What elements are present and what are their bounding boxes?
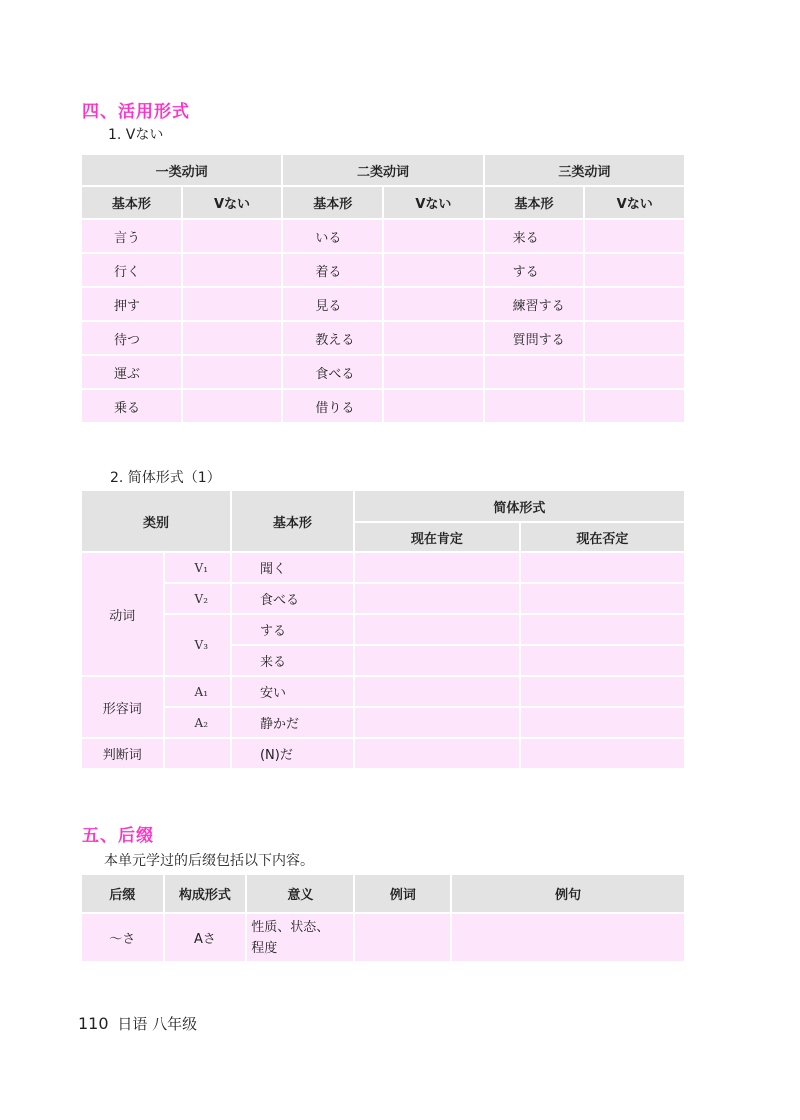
base-form-header: 基本形	[232, 491, 353, 551]
verb-cell: 待つ	[82, 322, 181, 354]
answer-cell[interactable]	[521, 646, 684, 675]
meaning-cell	[247, 914, 353, 961]
book-title: 日语 八年级	[117, 1015, 198, 1033]
answer-cell[interactable]	[384, 356, 483, 388]
verb-cell: 着る	[283, 254, 382, 286]
base-form-cell: 来る	[232, 646, 353, 675]
answer-cell[interactable]	[521, 739, 684, 768]
answer-cell[interactable]	[585, 356, 684, 388]
verb-cell: 教える	[283, 322, 382, 354]
verb-cell: 借りる	[283, 390, 382, 422]
page-footer	[78, 1013, 197, 1034]
verb-type-v1: V₁	[165, 553, 230, 582]
meaning-line: 程度	[251, 940, 278, 956]
category-header: 类别	[82, 491, 230, 551]
subsection-1-title: 1. Vない	[108, 127, 164, 143]
answer-cell[interactable]	[585, 254, 684, 286]
group-1-header: 一类动词	[82, 155, 281, 185]
verb-cell: いる	[283, 220, 382, 252]
answer-cell[interactable]	[183, 390, 282, 422]
answer-cell[interactable]	[183, 220, 282, 252]
nai-form-header: Vない	[183, 187, 282, 218]
base-form-cell: 安い	[232, 677, 353, 706]
verb-cell: 言う	[82, 220, 181, 252]
suffix-cell: ～さ	[82, 914, 163, 961]
answer-cell[interactable]	[183, 288, 282, 320]
plain-form-table	[80, 489, 686, 770]
meaning-line: 性质、状态、	[251, 919, 330, 935]
answer-cell[interactable]	[384, 254, 483, 286]
answer-cell[interactable]	[183, 356, 282, 388]
answer-cell[interactable]	[355, 677, 519, 706]
verb-cell	[485, 390, 584, 422]
answer-cell[interactable]	[355, 615, 519, 644]
page-number: 110	[78, 1014, 109, 1033]
section-4-title: 四、活用形式	[82, 102, 190, 122]
verb-cell: 見る	[283, 288, 382, 320]
answer-cell[interactable]	[355, 553, 519, 582]
nai-form-table	[80, 153, 686, 424]
verb-cell: 押す	[82, 288, 181, 320]
category-verb: 动词	[82, 553, 163, 675]
answer-cell[interactable]	[355, 914, 450, 961]
answer-cell[interactable]	[384, 220, 483, 252]
answer-cell[interactable]	[355, 584, 519, 613]
empty-type-cell	[165, 739, 230, 768]
adj-type-a1: A₁	[165, 677, 230, 706]
verb-cell: 食べる	[283, 356, 382, 388]
nai-form-header: Vない	[585, 187, 684, 218]
base-form-header: 基本形	[82, 187, 181, 218]
suffix-table	[80, 873, 686, 963]
verb-cell	[485, 356, 584, 388]
answer-cell[interactable]	[384, 288, 483, 320]
verb-cell: 乗る	[82, 390, 181, 422]
verb-cell: 練習する	[485, 288, 584, 320]
base-form-cell: する	[232, 615, 353, 644]
answer-cell[interactable]	[585, 220, 684, 252]
answer-cell[interactable]	[521, 708, 684, 737]
answer-cell[interactable]	[585, 322, 684, 354]
answer-cell[interactable]	[521, 553, 684, 582]
answer-cell[interactable]	[521, 584, 684, 613]
answer-cell[interactable]	[521, 615, 684, 644]
answer-cell[interactable]	[585, 288, 684, 320]
answer-cell[interactable]	[183, 322, 282, 354]
category-copula: 判断词	[82, 739, 163, 768]
group-2-header: 二类动词	[283, 155, 482, 185]
verb-cell: 行く	[82, 254, 181, 286]
answer-cell[interactable]	[521, 677, 684, 706]
verb-cell: 来る	[485, 220, 584, 252]
verb-cell: 質問する	[485, 322, 584, 354]
verb-cell: する	[485, 254, 584, 286]
example-word-header: 例词	[355, 875, 450, 912]
base-form-cell: 食べる	[232, 584, 353, 613]
example-sentence-header: 例句	[452, 875, 684, 912]
category-adjective: 形容词	[82, 677, 163, 737]
base-form-header: 基本形	[283, 187, 382, 218]
form-cell: Aさ	[165, 914, 246, 961]
answer-cell[interactable]	[384, 322, 483, 354]
subsection-2-title: 2. 简体形式（1）	[110, 470, 221, 486]
answer-cell[interactable]	[384, 390, 483, 422]
verb-type-v2: V₂	[165, 584, 230, 613]
answer-cell[interactable]	[355, 708, 519, 737]
verb-cell: 運ぶ	[82, 356, 181, 388]
answer-cell[interactable]	[183, 254, 282, 286]
form-header: 构成形式	[165, 875, 246, 912]
base-form-cell: 静かだ	[232, 708, 353, 737]
answer-cell[interactable]	[452, 914, 684, 961]
verb-type-v3: V₃	[165, 615, 230, 675]
plain-form-header: 简体形式	[355, 491, 684, 521]
present-negative-header: 现在否定	[521, 523, 684, 551]
suffix-header: 后缀	[82, 875, 163, 912]
nai-form-header: Vない	[384, 187, 483, 218]
answer-cell[interactable]	[585, 390, 684, 422]
base-form-cell: (N)だ	[232, 739, 353, 768]
base-form-cell: 聞く	[232, 553, 353, 582]
meaning-header: 意义	[247, 875, 353, 912]
section-5-intro: 本单元学过的后缀包括以下内容。	[104, 853, 314, 869]
group-3-header: 三类动词	[485, 155, 684, 185]
base-form-header: 基本形	[485, 187, 584, 218]
adj-type-a2: A₂	[165, 708, 230, 737]
section-5-title: 五、后缀	[82, 826, 154, 846]
answer-cell[interactable]	[355, 739, 519, 768]
present-affirmative-header: 现在肯定	[355, 523, 519, 551]
answer-cell[interactable]	[355, 646, 519, 675]
